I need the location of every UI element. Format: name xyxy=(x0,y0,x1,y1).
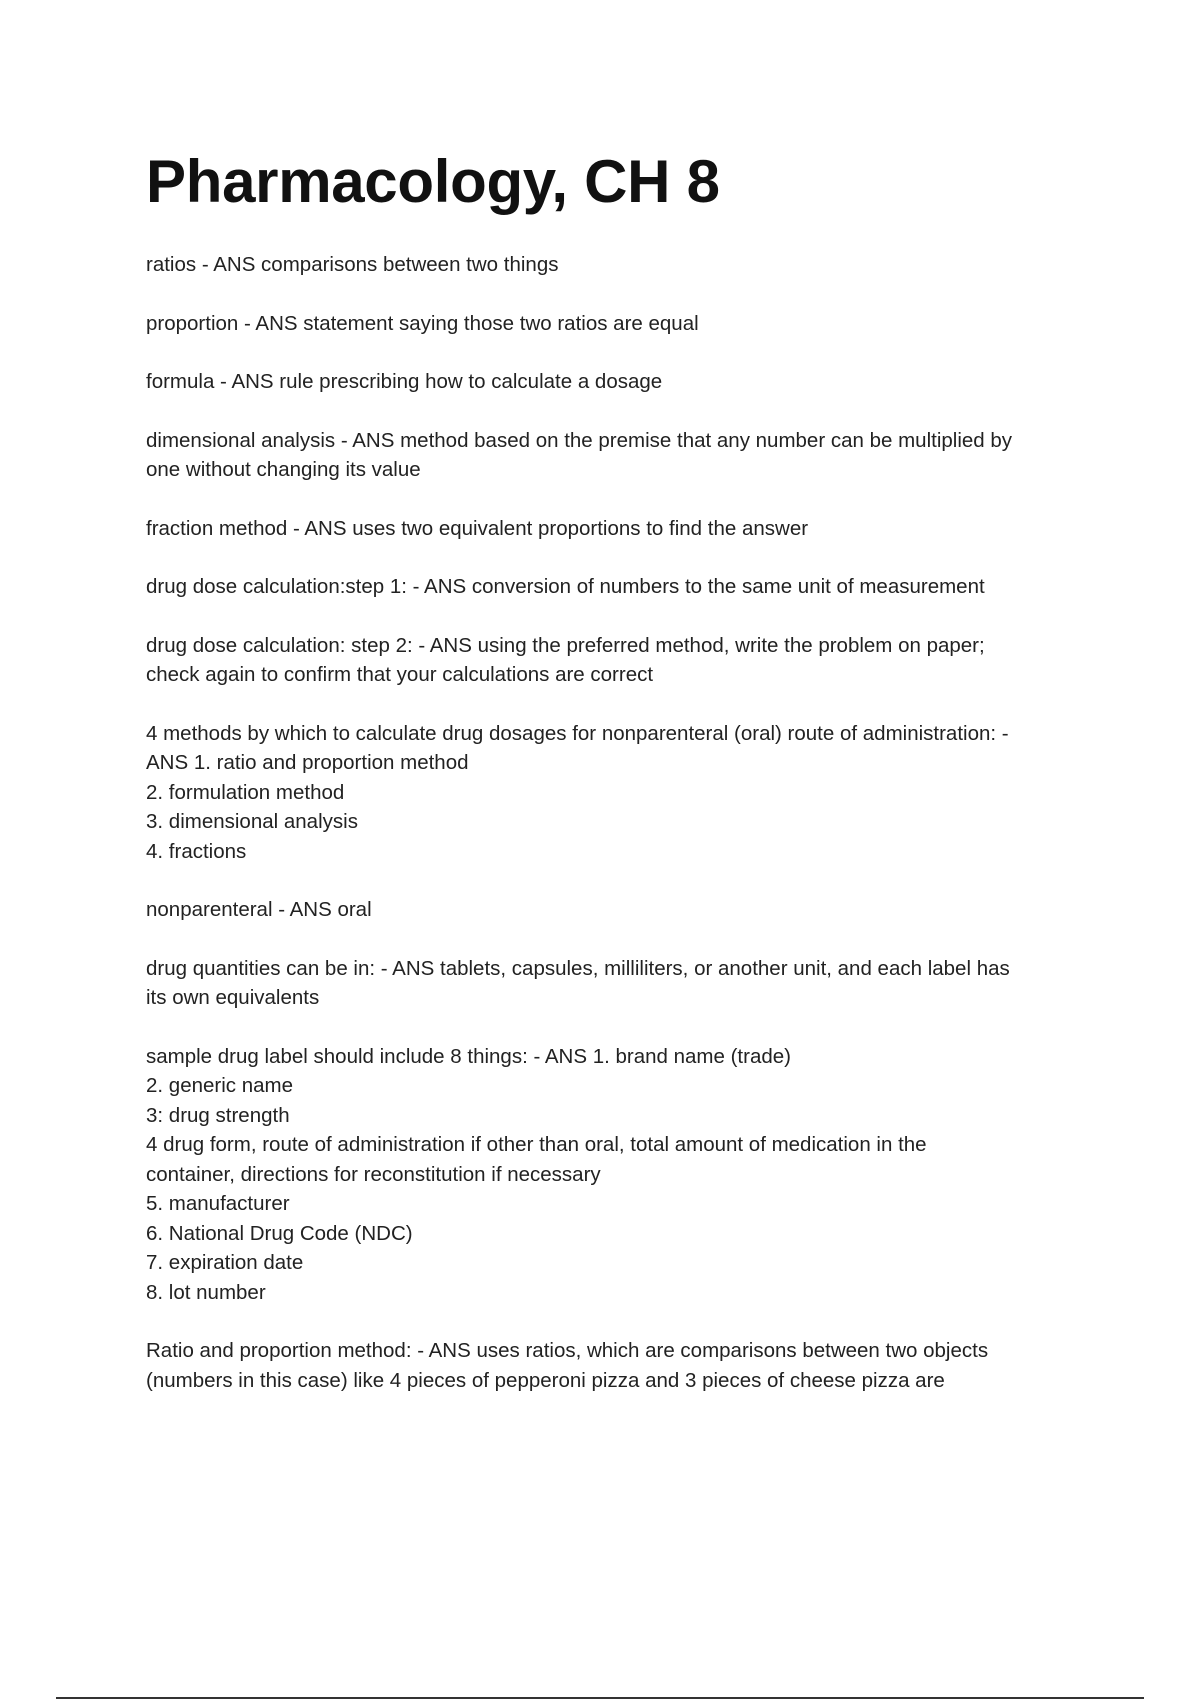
entry-text-line: 2. generic name xyxy=(146,1074,294,1097)
entry-text-line: nonparenteral - ANS oral xyxy=(146,898,372,921)
flashcard-entry xyxy=(146,572,1086,602)
flashcard-entry xyxy=(146,895,1086,925)
flashcard-entry xyxy=(146,719,1086,867)
entry-text-line: dimensional analysis - ANS method based on the premise that any number can be multiplied by xyxy=(146,428,1013,452)
entry-text-line: one without changing its value xyxy=(146,458,421,481)
entry-text-line: 6. National Drug Code (NDC) xyxy=(146,1221,413,1245)
entry-text-line: drug quantities can be in: - ANS tablets, capsules, milliliters, or another unit, and each label has xyxy=(146,956,1010,980)
entry-text-line: check again to confirm that your calculations are correct xyxy=(146,663,654,686)
entry-text-line: 4 drug form, route of administration if other than oral, total amount of medication in the xyxy=(146,1133,927,1156)
entry-text-line: formula - ANS rule prescribing how to calculate a dosage xyxy=(146,370,663,393)
entry-text-line: fraction method - ANS uses two equivalent proportions to find the answer xyxy=(146,516,809,540)
entry-text-line: drug dose calculation: step 2: - ANS using the preferred method, write the problem on paper; xyxy=(146,633,985,657)
entry-text-line: its own equivalents xyxy=(146,986,320,1009)
flashcard-entry xyxy=(146,250,1086,280)
flashcard-entry xyxy=(146,1042,1086,1308)
entry-text-line: 3. dimensional analysis xyxy=(146,810,358,833)
flashcard-entry xyxy=(146,514,1086,544)
flashcard-entry xyxy=(146,309,1086,339)
document-page xyxy=(146,150,1086,1424)
entry-text-line: container, directions for reconstitution if necessary xyxy=(146,1162,601,1186)
entry-text-line: 7. expiration date xyxy=(146,1251,304,1274)
entry-text-line: Ratio and proportion method: - ANS uses ratios, which are comparisons between two objects xyxy=(146,1339,989,1362)
entry-text-line: ratios - ANS comparisons between two things xyxy=(146,253,559,276)
flashcard-entry xyxy=(146,367,1086,397)
footer-divider xyxy=(56,1697,1144,1699)
flashcard-list xyxy=(146,250,1086,1395)
entry-text-line: 3: drug strength xyxy=(146,1103,290,1127)
entry-text-line: 8. lot number xyxy=(146,1280,266,1304)
entry-text-line: 4 methods by which to calculate drug dosages for nonparenteral (oral) route of administration: - xyxy=(146,721,1009,745)
flashcard-entry xyxy=(146,1336,1086,1395)
entry-text-line: 2. formulation method xyxy=(146,780,345,804)
flashcard-entry xyxy=(146,631,1086,690)
entry-text-line: 4. fractions xyxy=(146,839,247,863)
page-title: Pharmacology, CH 8 xyxy=(146,148,720,215)
entry-text-line: ANS 1. ratio and proportion method xyxy=(146,751,469,774)
entry-text-line: sample drug label should include 8 things: - ANS 1. brand name (trade) xyxy=(146,1044,791,1068)
flashcard-entry xyxy=(146,426,1086,485)
flashcard-entry xyxy=(146,954,1086,1013)
entry-text-line: drug dose calculation:step 1: - ANS conversion of numbers to the same unit of measurement xyxy=(146,575,985,598)
entry-text-line: (numbers in this case) like 4 pieces of pepperoni pizza and 3 pieces of cheese pizza are xyxy=(146,1368,945,1392)
entry-text-line: 5. manufacturer xyxy=(146,1192,290,1215)
entry-text-line: proportion - ANS statement saying those two ratios are equal xyxy=(146,311,699,335)
